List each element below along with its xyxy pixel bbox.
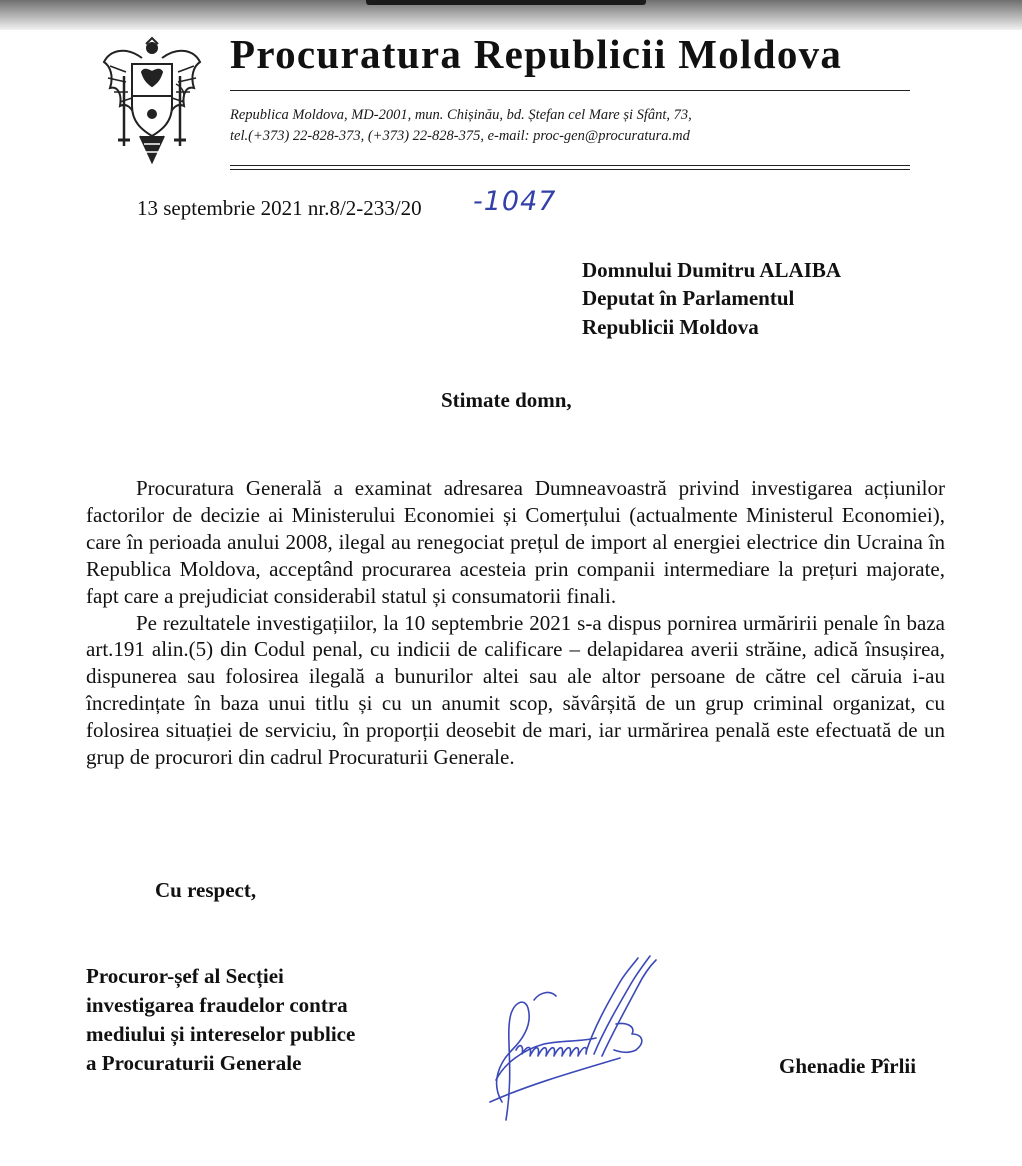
signatory-title-line: investigarea fraudelor contra	[86, 993, 348, 1017]
signer-name: Ghenadie Pîrlii	[779, 1054, 917, 1078]
body-paragraph: Pe rezultatele investigațiilor, la 10 septembrie 2021 s-a dispus pornirea urmăririi penale în baza art.191 alin.(5) din Codul penal, cu indicii de calificare – delapidarea averii străine, adică însușirea, dispunerea sau folosirea ilegală a bunurilor altei sau ale altor persoane de către cel căruia i-au încredințate în baza unui titlu și cu un anumit scop, săvârșită de un grup criminal organizat, cu folosirea situației de serviciu, în proporții deosebit de mari, iar urmărirea penală este efectuată de un grup de procurori din cadrul Procuraturii Generale.	[86, 610, 945, 770]
handwritten-signature	[470, 952, 690, 1127]
handwritten-number: -1047	[473, 186, 557, 217]
signatory-title-line: a Procuraturii Generale	[86, 1051, 302, 1075]
header-double-rule	[230, 165, 910, 170]
header-rule	[230, 90, 910, 91]
signatory-title-line: mediului și intereselor publice	[86, 1022, 356, 1046]
salutation: Stimate domn,	[441, 388, 572, 412]
closing: Cu respect,	[155, 878, 257, 902]
recipient-name: Domnului Dumitru ALAIBA	[582, 258, 842, 282]
organization-title: Procuratura Republicii Moldova	[230, 31, 843, 77]
letter-body	[86, 475, 945, 771]
address-line: Republica Moldova, MD-2001, mun. Chișinău, bd. Ștefan cel Mare și Sfânt, 73,	[230, 107, 692, 123]
recipient-title: Deputat în Parlamentul	[582, 286, 795, 310]
registration-number: 13 septembrie 2021 nr.8/2-233/20	[137, 196, 422, 220]
contact-line: tel.(+373) 22-828-373, (+373) 22-828-375, e-mail: proc-gen@procuratura.md	[230, 128, 690, 144]
signatory-title-line: Procuror-șef al Secției	[86, 964, 284, 988]
recipient-institution: Republicii Moldova	[582, 315, 759, 339]
coat-of-arms-icon	[96, 36, 208, 166]
body-paragraph: Procuratura Generală a examinat adresarea Dumneavoastră privind investigarea acțiunilor factorilor de decizie ai Ministerului Economiei și Comerțului (actualmente Ministerul Economiei), care în perioada anului 2008, ilegal au renegociat prețul de import al energiei electrice din Ucraina în Republica Moldova, acceptând procurarea acesteia prin companii intermediare la prețuri majorate, fapt care a prejudiciat considerabil statul și consumatorii finali.	[86, 476, 945, 608]
signatory-title	[86, 962, 355, 1078]
